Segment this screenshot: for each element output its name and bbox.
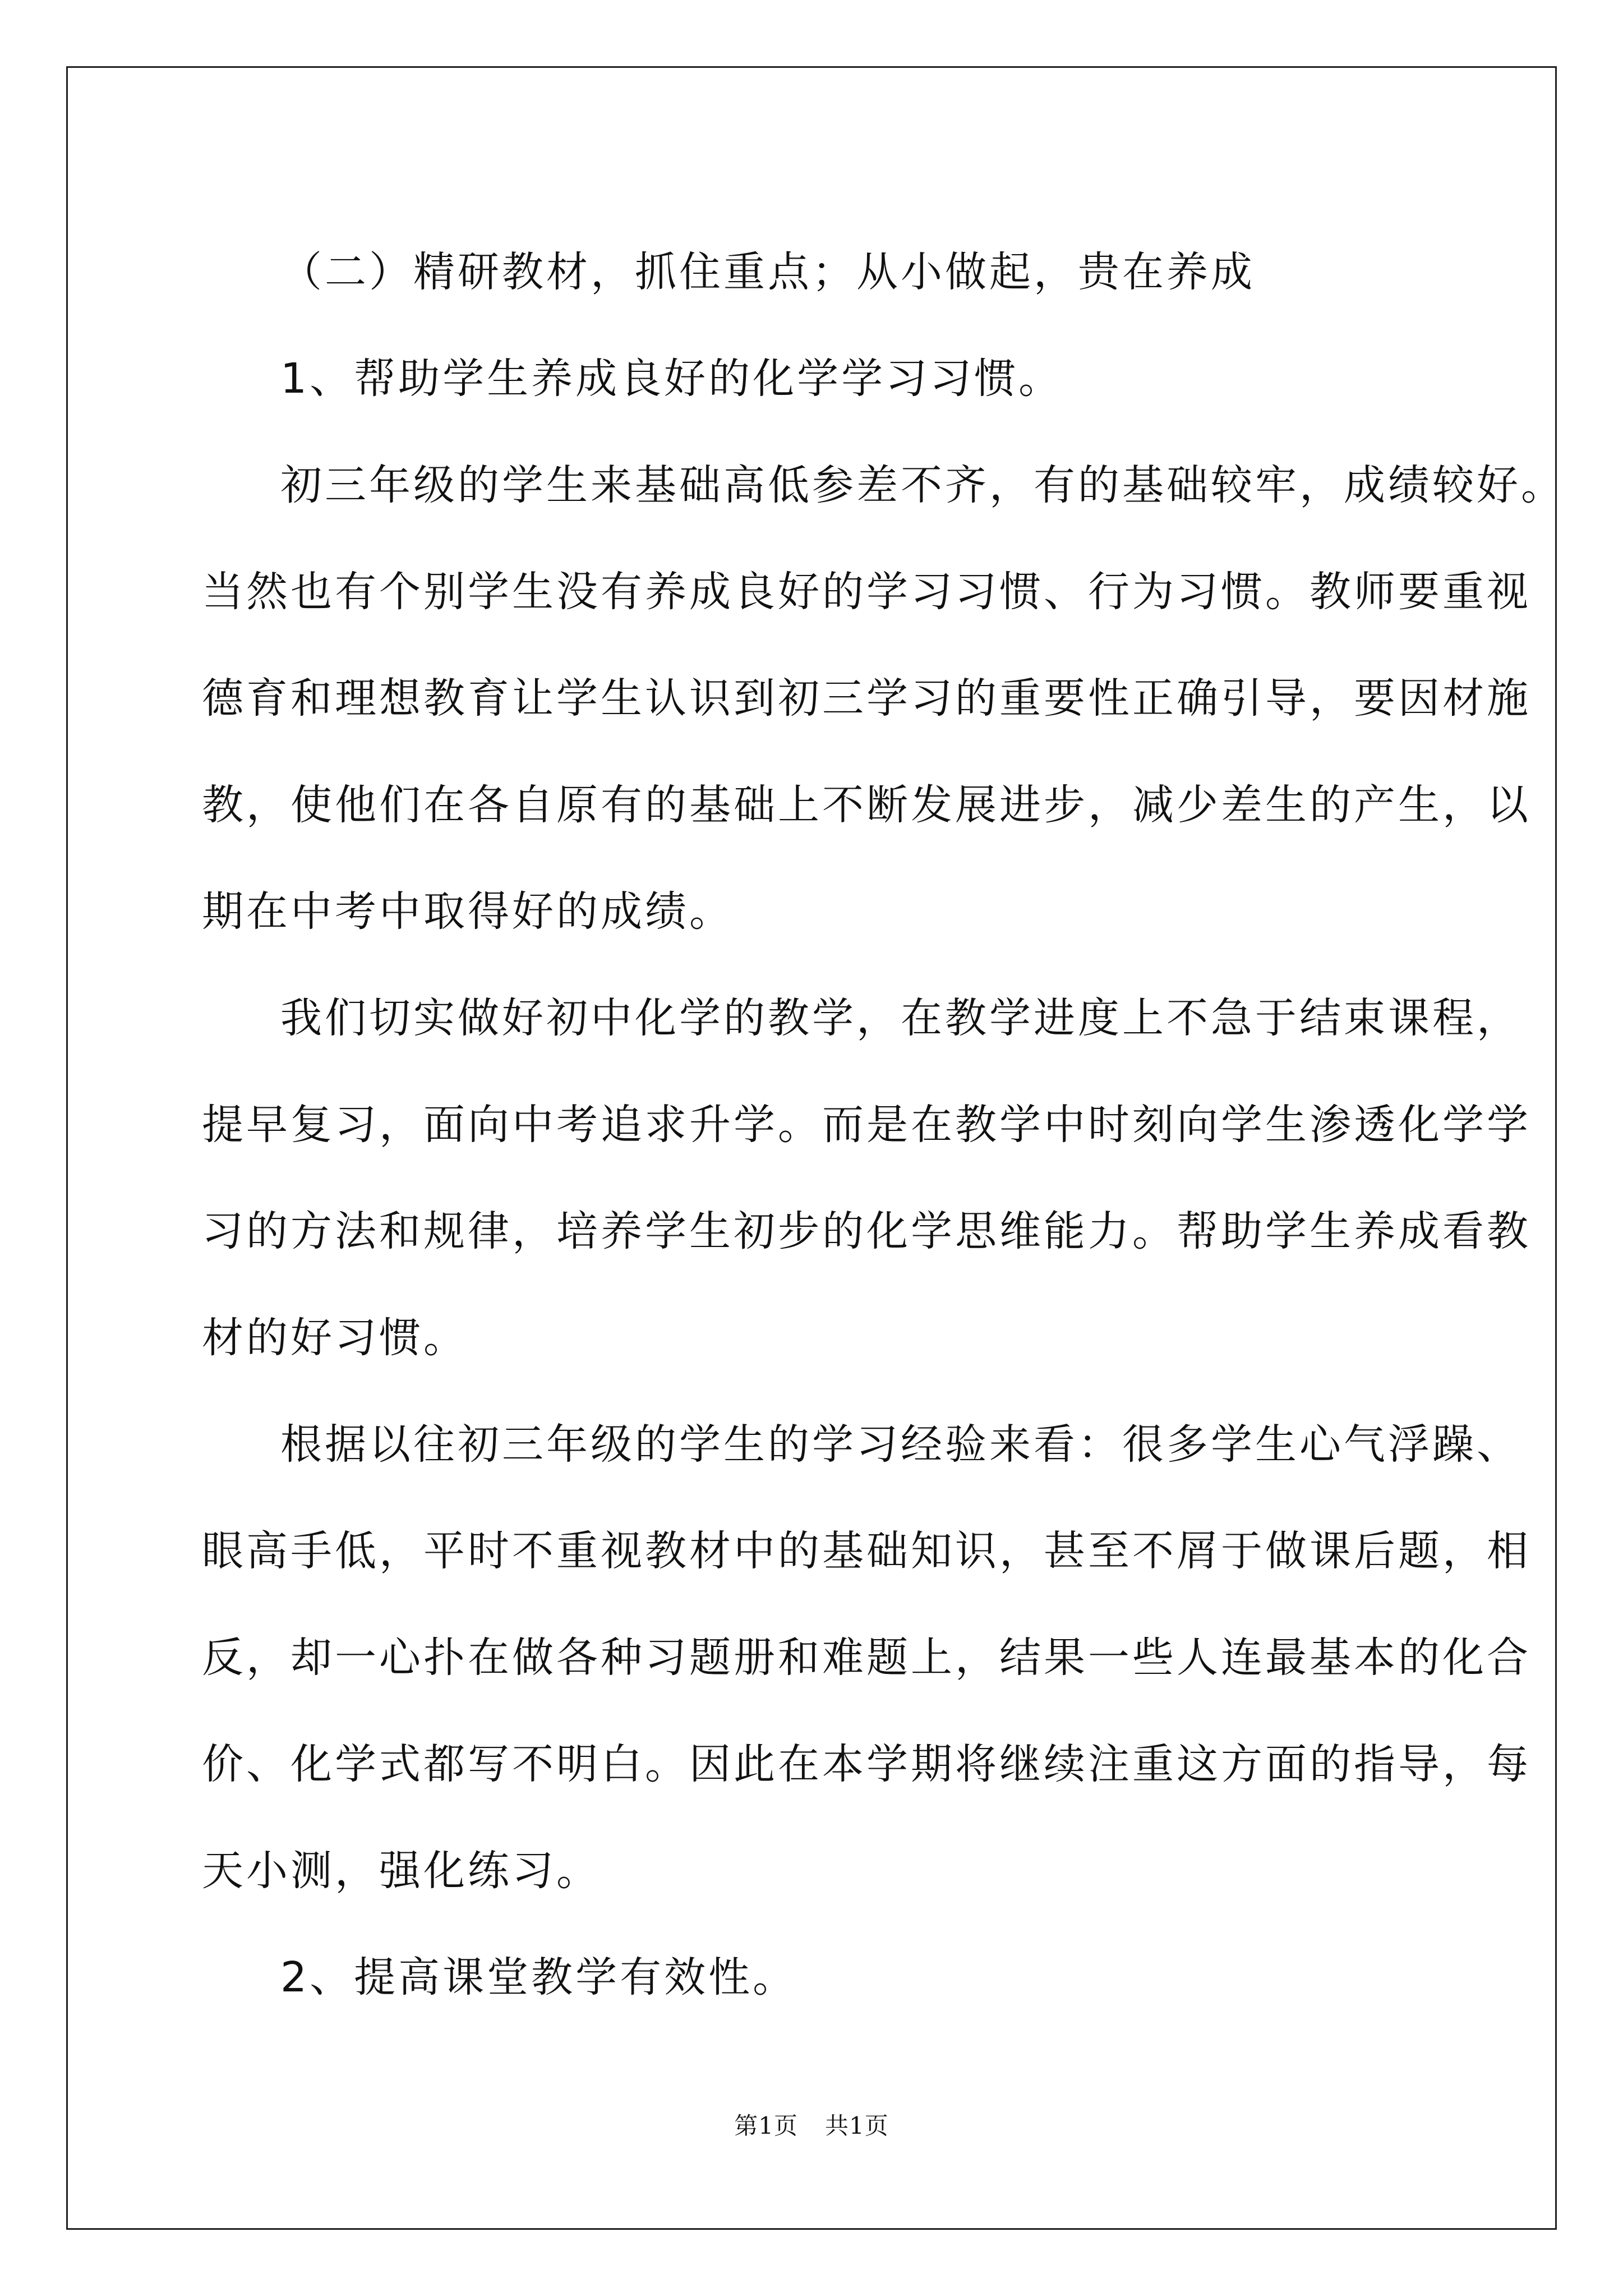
subsection-heading: 2、提高课堂教学有效性。 [280,1953,797,2001]
paragraph-line: 当然也有个别学生没有养成良好的学习习惯、行为习惯。教师要重视 [202,568,1531,616]
paragraph-line: 天小测，强化练习。 [202,1847,601,1895]
page-footer [0,2109,1623,2143]
paragraph-line: 期在中考中取得好的成绩。 [202,887,734,936]
paragraph-line: 初三年级的学生来基础高低参差不齐，有的基础较牢，成绩较好。 [280,461,1565,509]
paragraph-line: 提早复习，面向中考追求升学。而是在教学中时刻向学生渗透化学学 [202,1101,1531,1149]
section-heading: （二）精研教材，抓住重点；从小做起，贵在养成 [280,248,1255,296]
document-body [202,219,1565,2031]
subsection-heading: 1、帮助学生养成良好的化学学习习惯。 [280,355,1063,403]
page-number: 第1页 [734,2112,798,2139]
paragraph-line: 材的好习惯。 [202,1314,468,1362]
paragraph-line: 反，却一心扑在做各种习题册和难题上，结果一些人连最基本的化合 [202,1634,1531,1682]
paragraph-line: 价、化学式都写不明白。因此在本学期将继续注重这方面的指导，每 [202,1740,1531,1788]
paragraph-line: 我们切实做好初中化学的教学，在教学进度上不急于结束课程， [280,994,1521,1042]
paragraph-line: 教，使他们在各自原有的基础上不断发展进步，减少差生的产生，以 [202,781,1531,829]
paragraph-line: 德育和理想教育让学生认识到初三学习的重要性正确引导，要因材施 [202,674,1531,723]
paragraph-line: 习的方法和规律，培养学生初步的化学思维能力。帮助学生养成看教 [202,1207,1531,1255]
page-total: 共1页 [825,2112,889,2139]
paragraph-line: 根据以往初三年级的学生的学习经验来看：很多学生心气浮躁、 [280,1420,1521,1469]
paragraph-line: 眼高手低，平时不重视教材中的基础知识，甚至不屑于做课后题，相 [202,1527,1531,1575]
